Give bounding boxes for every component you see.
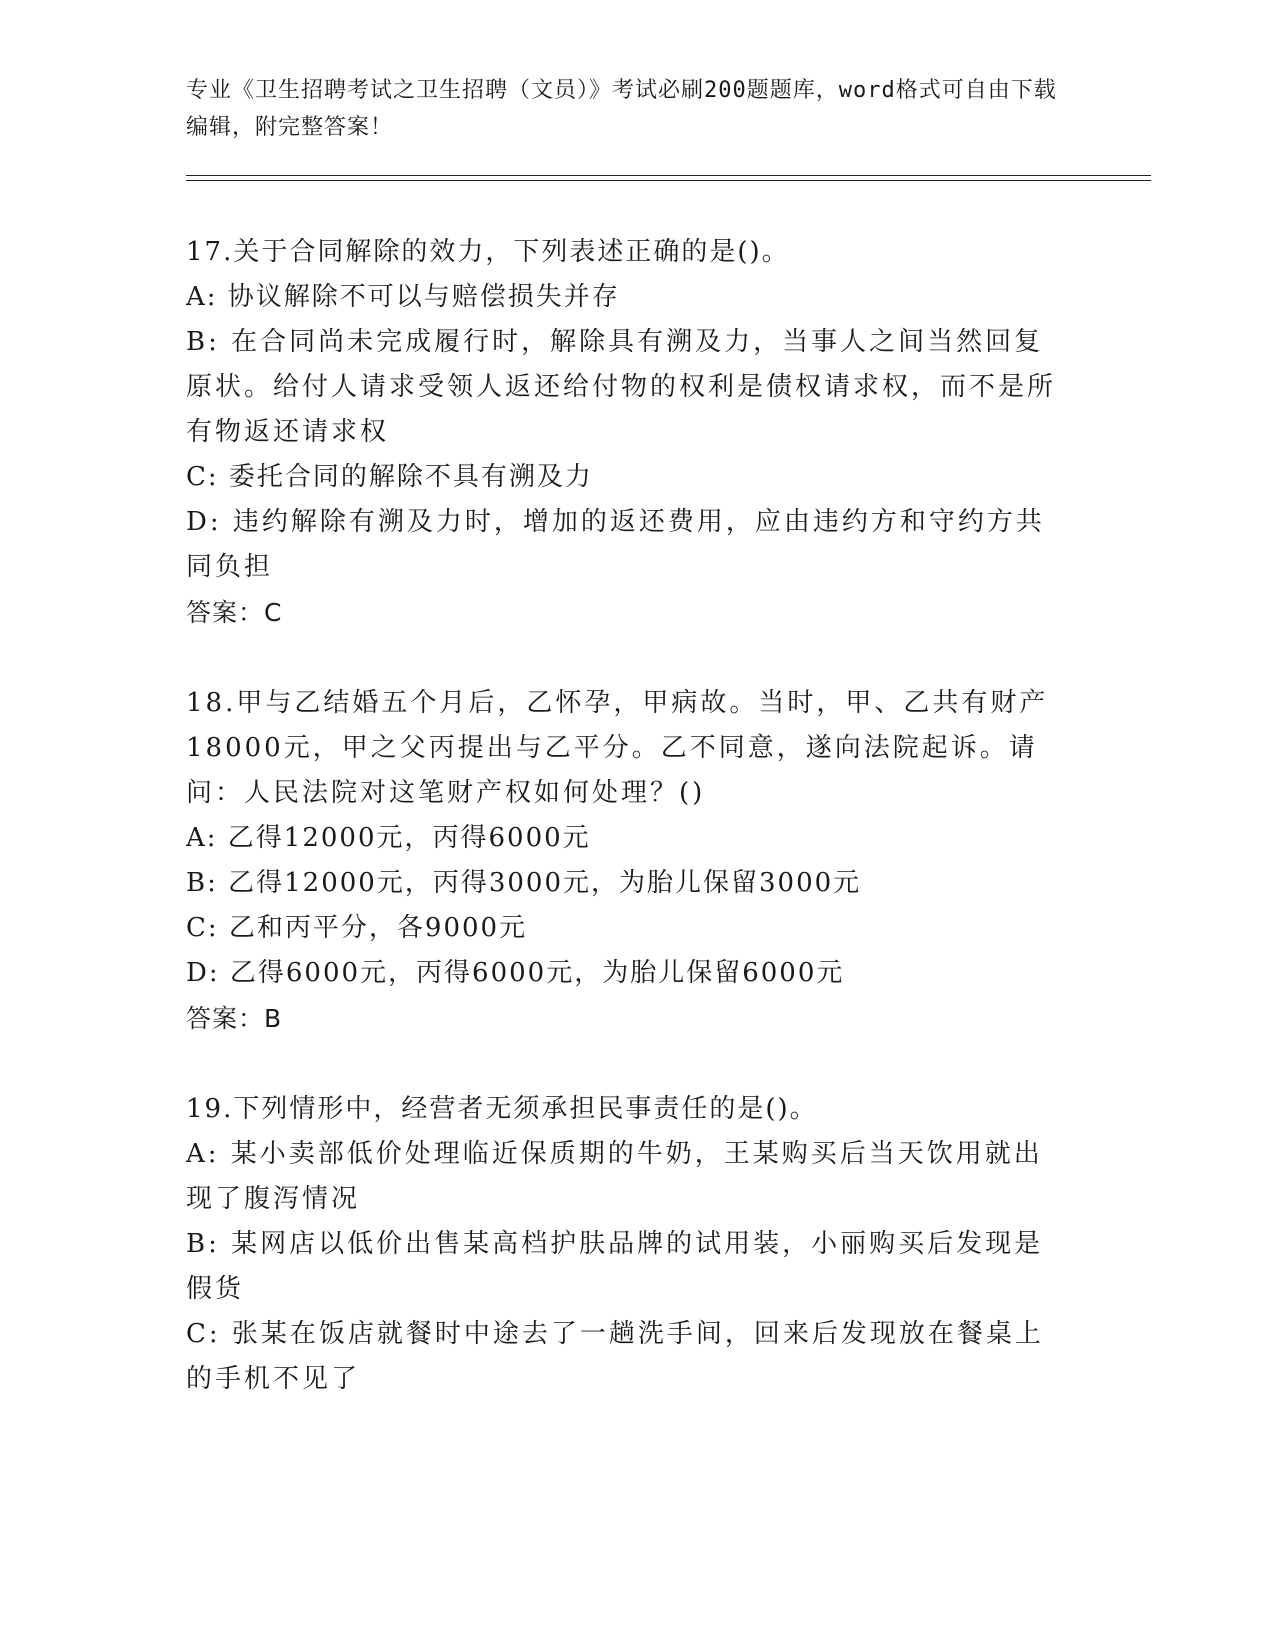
question-stem: 17.关于合同解除的效力，下列表述正确的是()。 bbox=[186, 237, 790, 267]
option-a: A: 协议解除不可以与赔偿损失并存 bbox=[186, 282, 620, 312]
page-header: 专业《卫生招聘考试之卫生招聘（文员）》考试必刷200题题库，word格式可自由下载编辑，附完整答案！ bbox=[186, 78, 1057, 140]
option-c: C: 张某在饭店就餐时中途去了一趟洗手间，回来后发现放在餐桌上的手机不见了 bbox=[186, 1319, 1044, 1394]
option-a: A: 某小卖部低价处理临近保质期的牛奶，王某购买后当天饮用就出现了腹泻情况 bbox=[186, 1139, 1043, 1214]
question-18 bbox=[186, 681, 1066, 1041]
answer: 答案：B bbox=[186, 1004, 283, 1033]
answer: 答案：C bbox=[186, 598, 283, 627]
question-list bbox=[186, 230, 1066, 1448]
option-b: B: 乙得12000元，丙得3000元，为胎儿保留3000元 bbox=[186, 868, 862, 898]
header-rule-top bbox=[186, 175, 1151, 176]
option-b: B: 在合同尚未完成履行时，解除具有溯及力，当事人之间当然回复原状。给付人请求受领人返还给付物的权利是债权请求权，而不是所有物返还请求权 bbox=[186, 327, 1057, 447]
option-c: C: 乙和丙平分，各9000元 bbox=[186, 913, 528, 943]
option-c: C: 委托合同的解除不具有溯及力 bbox=[186, 462, 593, 492]
question-19 bbox=[186, 1087, 1066, 1402]
option-d: D: 违约解除有溯及力时，增加的返还费用，应由违约方和守约方共同负担 bbox=[186, 507, 1045, 582]
option-d: D: 乙得6000元，丙得6000元，为胎儿保留6000元 bbox=[186, 958, 845, 988]
option-b: B: 某网店以低价出售某高档护肤品牌的试用装，小丽购买后发现是假货 bbox=[186, 1229, 1044, 1304]
option-a: A: 乙得12000元，丙得6000元 bbox=[186, 823, 591, 853]
question-stem: 18.甲与乙结婚五个月后，乙怀孕，甲病故。当时，甲、乙共有财产18000元，甲之父丙提出与乙平分。乙不同意，遂向法院起诉。请问：人民法院对这笔财产权如何处理？() bbox=[186, 688, 1049, 808]
question-17 bbox=[186, 230, 1066, 635]
question-stem: 19.下列情形中，经营者无须承担民事责任的是()。 bbox=[186, 1094, 818, 1124]
header-rule-bottom bbox=[186, 180, 1151, 181]
